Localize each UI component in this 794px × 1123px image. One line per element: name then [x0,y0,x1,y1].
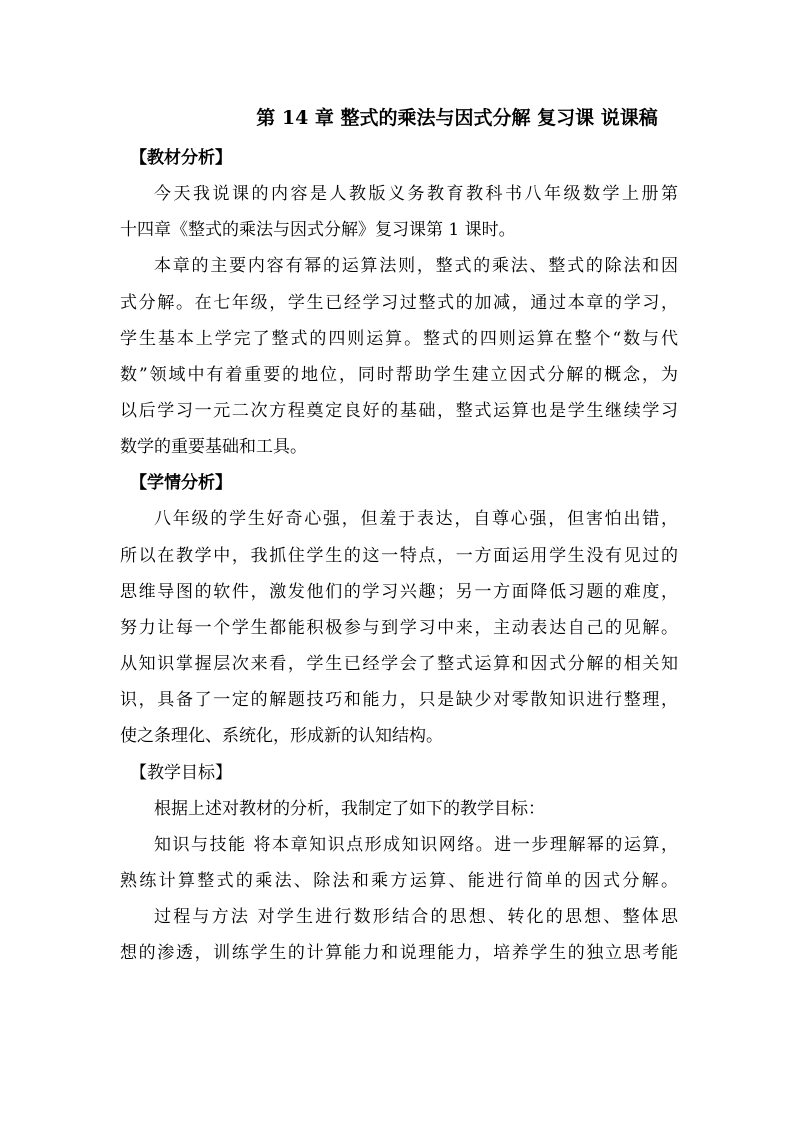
paragraph-line: 思维导图的软件，激发他们的学习兴趣；另一方面降低习题的难度， [120,582,678,602]
paragraph-line: 从知识掌握层次来看，学生已经学会了整式运算和因式分解的相关知 [120,654,678,674]
section-heading-learner-analysis: 【学情分析】 [130,473,232,493]
paragraph-line: 识，具备了一定的解题技巧和能力，只是缺少对零散知识进行整理， [120,690,678,710]
paragraph-line: 八年级的学生好奇心强，但羞于表达，自尊心强，但害怕出错， [154,509,678,529]
paragraph-line: 以后学习一元二次方程奠定良好的基础，整式运算也是学生继续学习 [120,401,678,421]
page-title: 第 14 章 整式的乘法与因式分解 复习课 说课稿 [256,107,658,129]
paragraph-line: 数”领域中有着重要的地位，同时帮助学生建立因式分解的概念，为 [120,365,678,385]
paragraph-line: 学生基本上学完了整式的四则运算。整式的四则运算在整个“数与代 [120,329,678,349]
paragraph-line: 式分解。在七年级，学生已经学习过整式的加减，通过本章的学习， [120,293,678,313]
paragraph-line: 努力让每一个学生都能积极参与到学习中来，主动表达自己的见解。 [120,618,678,638]
paragraph-line: 今天我说课的内容是人教版义务教育教科书八年级数学上册第 [154,184,678,204]
paragraph-line: 本章的主要内容有幂的运算法则，整式的乘法、整式的除法和因 [154,256,678,276]
paragraph-line: 想的渗透，训练学生的计算能力和说理能力，培养学生的独立思考能 [120,943,678,963]
paragraph-line: 数学的重要基础和工具。 [120,437,307,457]
paragraph-line: 过程与方法 对学生进行数形结合的思想、转化的思想、整体思 [154,907,678,927]
paragraph-line: 根据上述对教材的分析，我制定了如下的教学目标： [154,799,545,819]
paragraph-line: 知识与技能 将本章知识点形成知识网络。进一步理解幂的运算， [154,835,678,855]
paragraph-line: 熟练计算整式的乘法、除法和乘方运算、能进行简单的因式分解。 [120,871,678,891]
paragraph-line: 所以在教学中，我抓住学生的这一特点，一方面运用学生没有见过的 [120,546,678,566]
section-heading-teaching-objectives: 【教学目标】 [130,763,232,783]
paragraph-line: 十四章《整式的乘法与因式分解》复习课第 1 课时。 [120,220,516,240]
paragraph-line: 使之条理化、系统化，形成新的认知结构。 [120,726,443,746]
section-heading-textbook-analysis: 【教材分析】 [130,148,232,168]
